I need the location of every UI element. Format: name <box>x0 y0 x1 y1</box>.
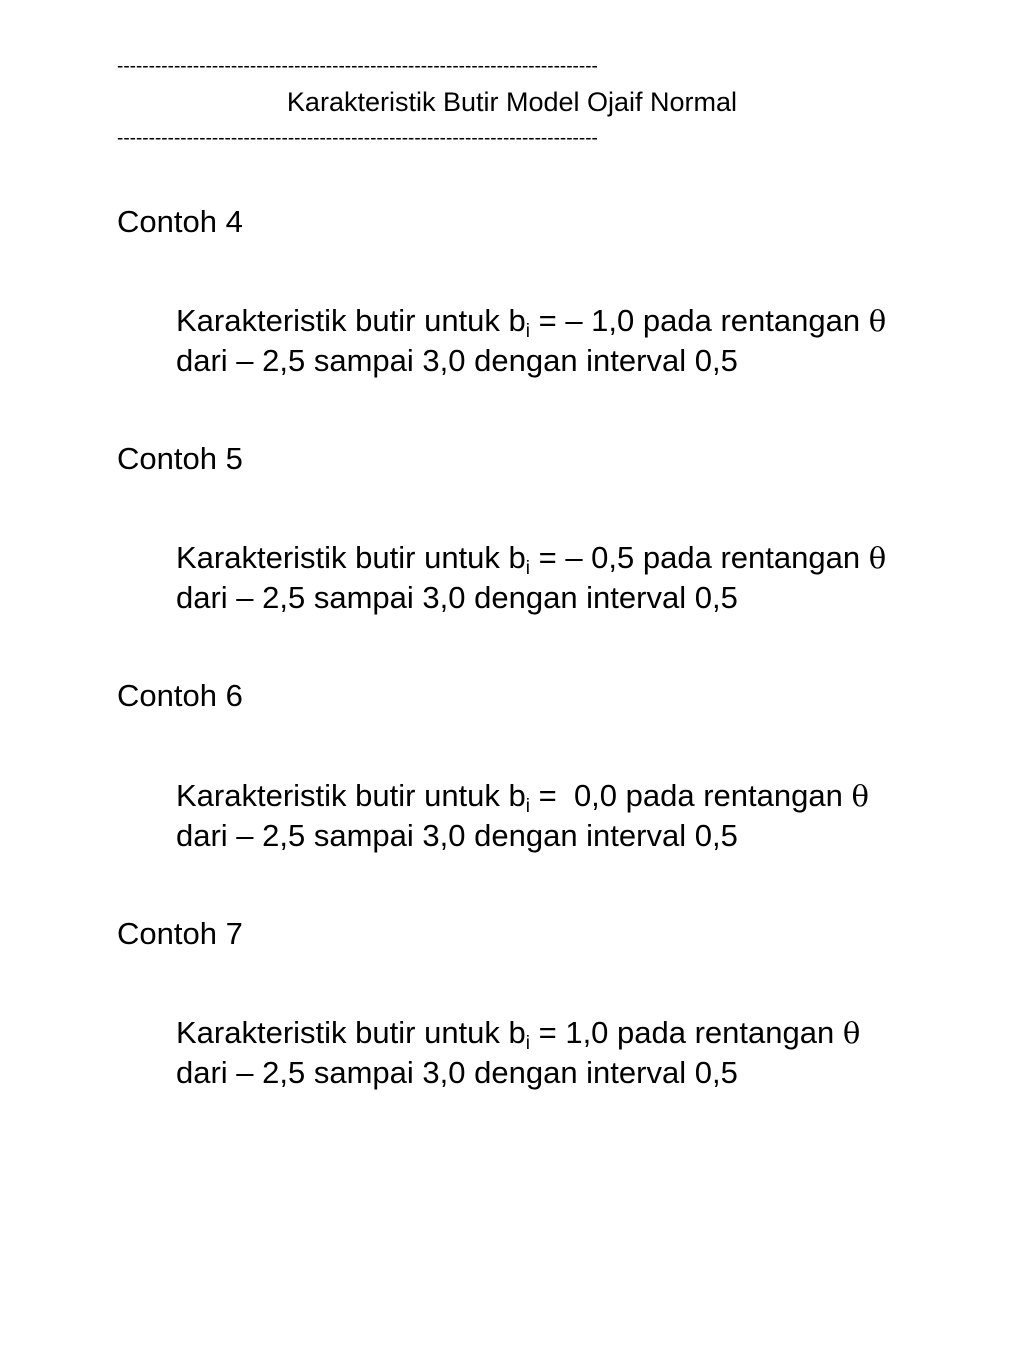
example-subscript: i <box>525 321 530 342</box>
example-heading: Contoh 7 <box>117 916 243 951</box>
example-equation: = – 0,5 pada rentangan <box>530 540 869 575</box>
example-description <box>176 1013 996 1093</box>
example-prefix: Karakteristik butir untuk b <box>176 540 526 575</box>
example-line-2: dari – 2,5 sampai 3,0 dengan interval 0,5 <box>176 1055 738 1090</box>
example-line-2: dari – 2,5 sampai 3,0 dengan interval 0,5 <box>176 343 738 378</box>
example-description <box>176 776 996 856</box>
example-description <box>176 301 996 381</box>
example-equation: = 1,0 pada rentangan <box>530 1015 843 1050</box>
example-equation: = 0,0 pada rentangan <box>530 778 852 813</box>
example-description <box>176 538 996 618</box>
theta-symbol: θ <box>851 779 869 813</box>
example-line-1 <box>176 301 996 341</box>
example-line-2: dari – 2,5 sampai 3,0 dengan interval 0,5 <box>176 818 738 853</box>
example-subscript: i <box>525 558 530 579</box>
page-header-title: Karakteristik Butir Model Ojaif Normal <box>286 87 738 117</box>
example-equation: = – 1,0 pada rentangan <box>530 303 869 338</box>
example-subscript: i <box>525 796 530 817</box>
theta-symbol: θ <box>868 304 887 338</box>
example-heading: Contoh 5 <box>117 441 243 476</box>
header-top-divider: ---------------------------------------------------------------------------- <box>117 56 598 77</box>
theta-symbol: θ <box>842 1016 861 1050</box>
example-prefix: Karakteristik butir untuk b <box>176 778 526 813</box>
example-prefix: Karakteristik butir untuk b <box>176 1015 526 1050</box>
theta-symbol: θ <box>868 541 887 575</box>
example-line-1 <box>176 776 996 816</box>
example-subscript: i <box>525 1033 530 1054</box>
example-prefix: Karakteristik butir untuk b <box>176 303 526 338</box>
example-line-1 <box>176 1013 996 1053</box>
example-heading: Contoh 6 <box>117 678 243 713</box>
header-bottom-divider: ---------------------------------------------------------------------------- <box>117 128 598 149</box>
example-line-1 <box>176 538 996 578</box>
example-heading: Contoh 4 <box>117 204 243 239</box>
example-line-2: dari – 2,5 sampai 3,0 dengan interval 0,5 <box>176 580 738 615</box>
